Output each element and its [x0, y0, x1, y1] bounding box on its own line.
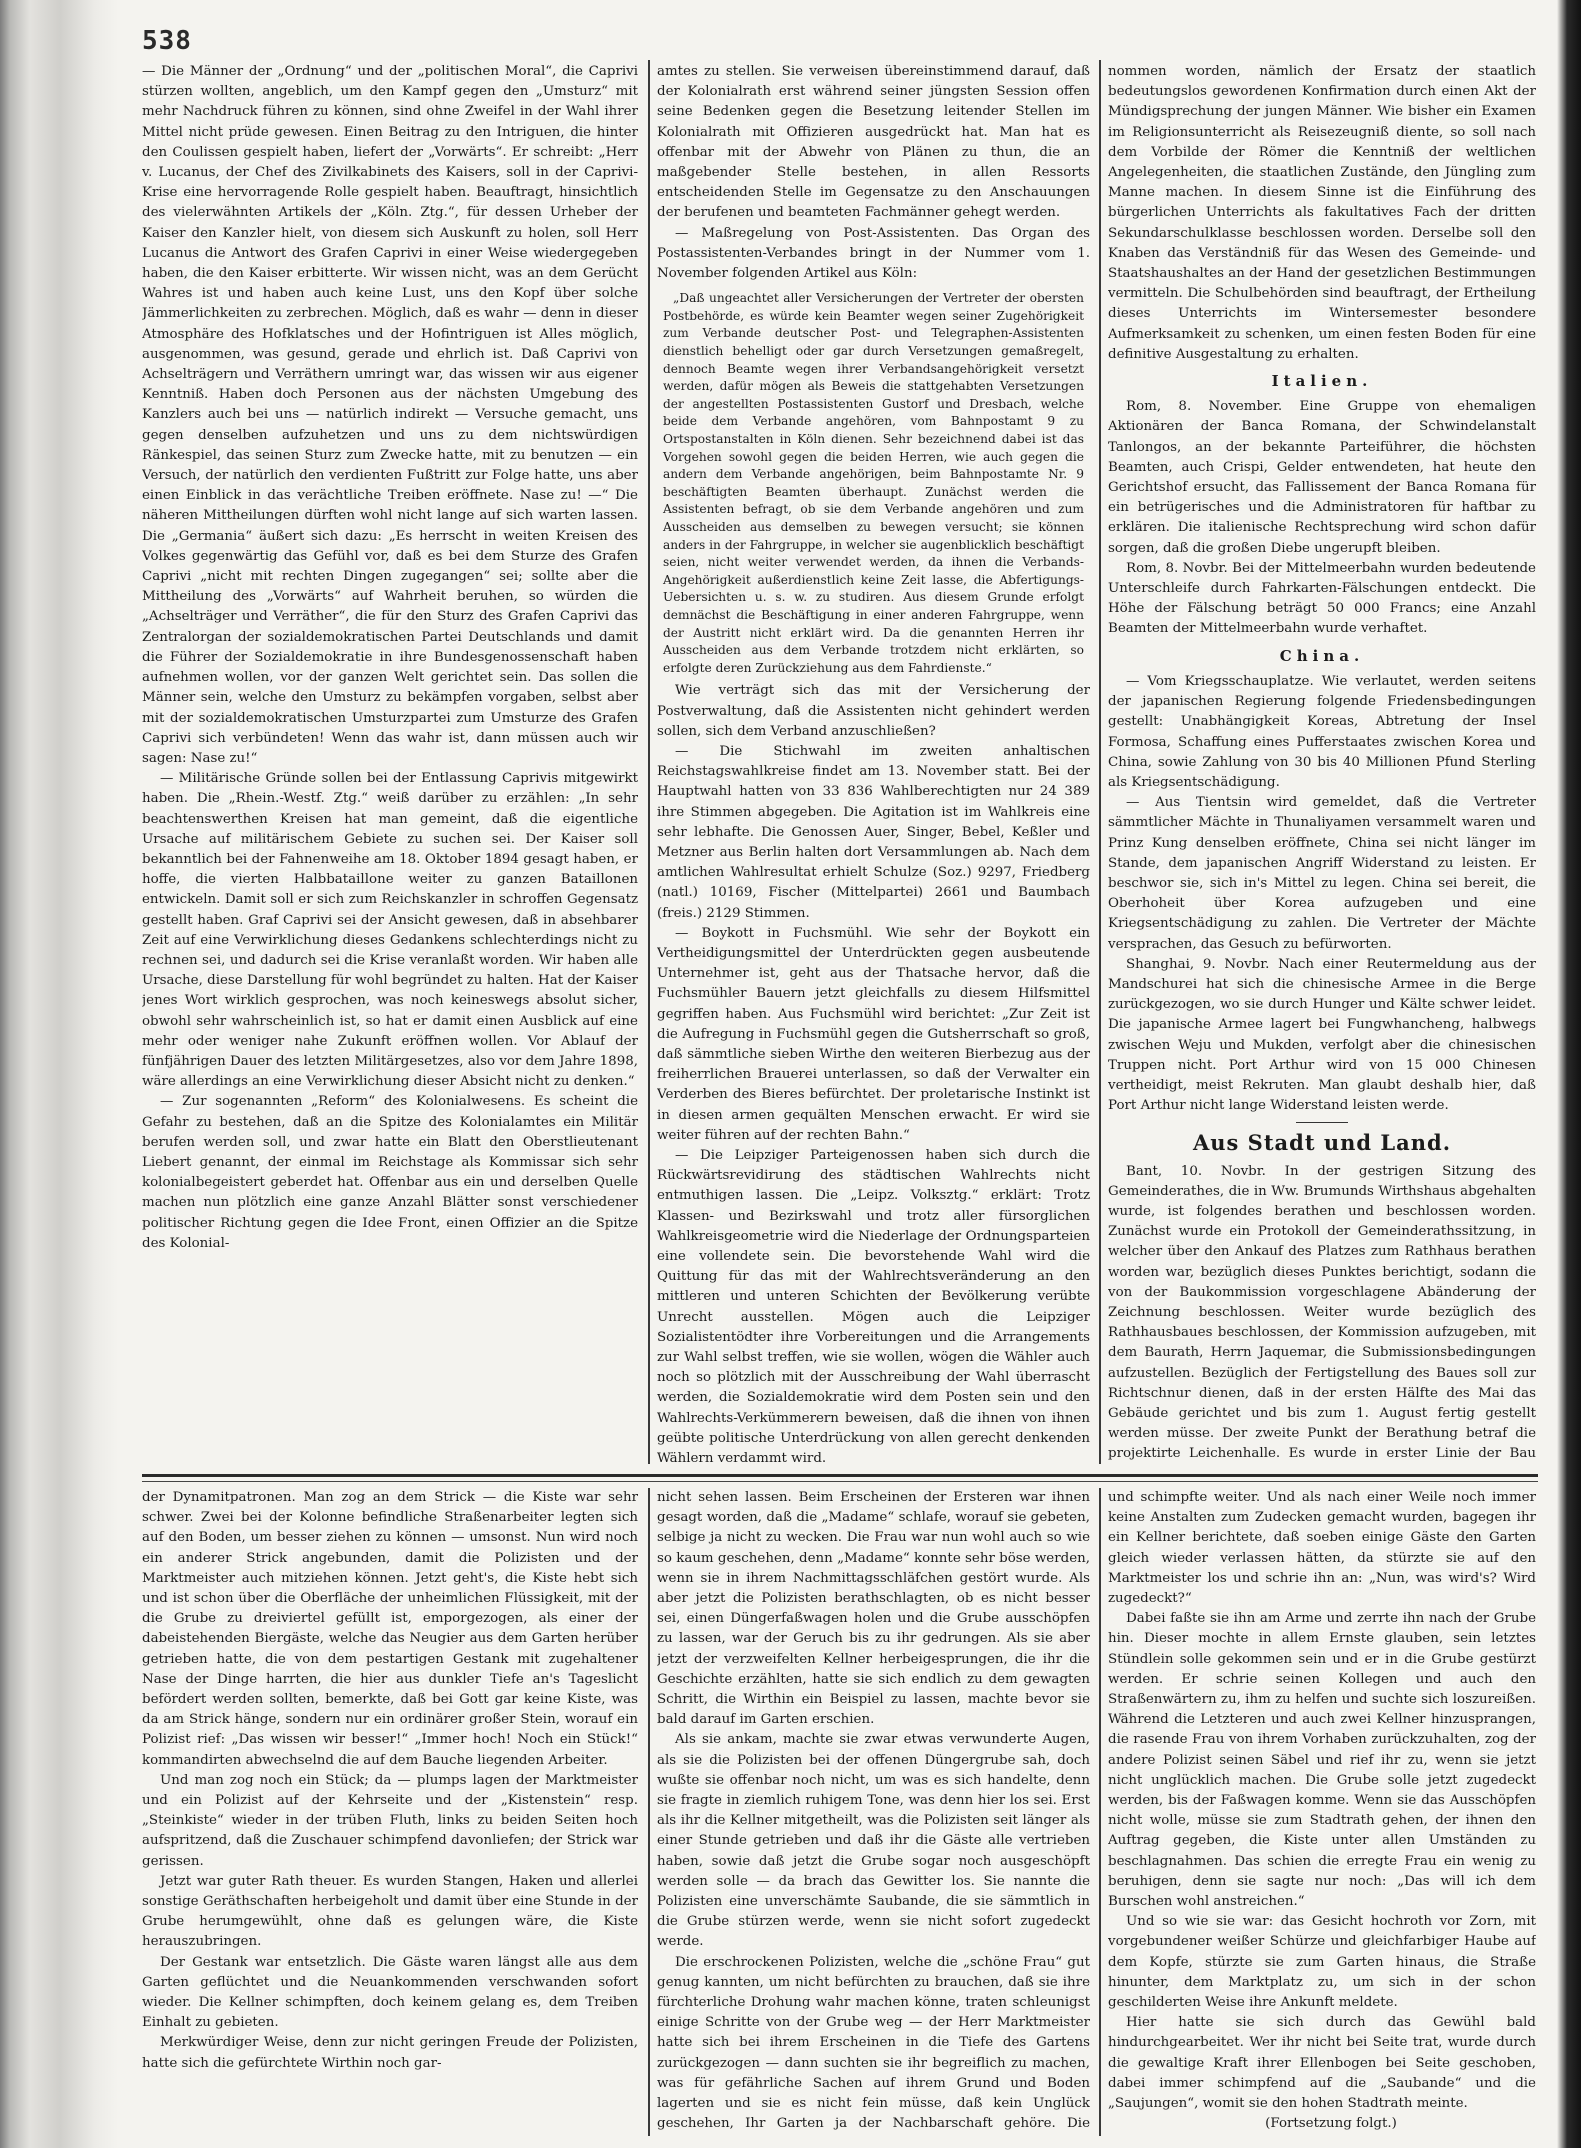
article-shanghai: Shanghai, 9. Novbr. Nach einer Reutermeldung aus der Mandschurei hat sich die chinesische Armee in die Berge zurückgezogen, wo sie durch Hunger und Kälte schwer leidet. Die japanische Armee lagert bei Fungwhancheng, halbwegs zwischen Weju und Mukden, verfolgt aber die chinesischen Truppen nicht. Port Arthur wird von 15 000 Chinesen vertheidigt, meist Rekruten. Man glaubt deshalb hier, daß Port Arthur nicht lange Widerstand leisten werde. [1108, 956, 1536, 1114]
article-leipzig-party: — Die Leipziger Parteigenossen haben sich durch die Rückwärtsrevidirung des städtischen Wahlrechts nicht entmuthigen lassen. Die „Leipz. Volksztg.“ erklärt: Trotz Klassen- und Bezirkswahl und trotz aller fürsorglichen Wahlkreisgeometrie wird die Niederlage der Ordnungsparteien eine vollendete sein. Die bevorstehende Wahl wird die Quittung für das mit der Wahlrechtsveränderung an den mittleren und unteren Schichten der Bevölkerung verübte Unrecht ausstellen. Mögen auch die Leipziger Sozialistentödter ihre Vorbereitungen und die Arrangements zur Wahl selbst treffen, wie sie wollen, wögen die Wähler auch noch so plötzlich mit der Ausschreibung der Wahl überrascht werden, die Sozialdemokratie wird dem Posten sein und den Wahlrechts-Verkümmerern beweisen, daß die ihnen von ihnen geübte politische Unterdrückung von allen gerecht denkenden Wählern verdammt wird. [657, 1147, 1090, 1466]
article-rome-railway: Rom, 8. Novbr. Bei der Mittelmeerbahn wurden bedeutende Unterschleife durch Fahrkarten-Fälschungen entdeckt. Die Höhe der Fälschung beträgt 50 000 Francs; eine Anzahl Beamten der Mittelmeerbahn wurde verhaftet. [1108, 560, 1536, 637]
column-divider [1099, 60, 1101, 1464]
article-boycott-fuchsmuehl: — Boykott in Fuchsmühl. Wie sehr der Boykott ein Vertheidigungsmittel der Unterdrückten gegen ausbeutende Unternehmer ist, geht aus der Thatsache hervor, daß die Fuchsmühler Bauern jetzt gleichfalls zu diesem Hilfsmittel gegriffen haben. Aus Fuchsmühl wird berichtet: „Zur Zeit ist die Aufregung in Fuchsmühl gegen die Gutsherrschaft so groß, daß sämmtliche sieben Wirthe den weiteren Bierbezug aus der freiherrlichen Brauerei unterlassen, so daß der Verwalter ein Verderben des Bieres befürchtet. Der proletarische Instinkt ist in diesen armen gequälten Menschen erwacht. Er wird sie weiter führen auf der rechten Bahn.“ [657, 925, 1090, 1143]
lower-column-2 [657, 1488, 1090, 2136]
story-paragraph: Dabei faßte sie ihn am Arme und zerrte ihn nach der Grube hin. Dieser mochte in allem Ernste glauben, sein letztes Stündlein solle gekommen sein und er in die Grube gestürzt werden. Er schrie seinen Kollegen und auch den Straßenwärtern zu, ihm zu helfen und suchte sich loszureißen. Während die Letzteren und auch zwei Kellner hinzusprangen, die rasende Frau von ihrem Vorhaben zurückzuhalten, zog der andere Polizist seinen Säbel und rief ihr zu, wenn sie jetzt nicht unglücklich machen. Die Grube solle jetzt zugedeckt werden, bis der Faßwagen komme. Wenn sie das Ausschöpfen nicht wolle, müsse sie zum Stadtrath gehen, der ihnen den Auftrag gegeben, die Kiste unter allen Umständen zu beschlagnahmen. Das schien die erregte Frau ein wenig zu beruhigen, denn sie sagte nur noch: „Das will ich dem Burschen wohl anstreichen.“ [1108, 1611, 1536, 1910]
article-war-theatre: — Vom Kriegsschauplatze. Wie verlautet, werden seitens der japanischen Regierung folgende Friedensbedingungen gestellt: Unabhängigkeit Koreas, Abtretung der Insel Formosa, Schaffung eines Pufferstaates zwischen Korea und China, sowie Zahlung von 30 bis 40 Millionen Pfund Sterling als Kriegsentschädigung. [1108, 673, 1536, 790]
article-military-reasons: — Militärische Gründe sollen bei der Entlassung Caprivis mitgewirkt haben. Die „Rhein.-Westf. Ztg.“ weiß darüber zu erzählen: „In sehr beachtenswerthen Kreisen hat man gemeint, daß die eigentliche Ursache auf militärischem Gebiete zu suchen sei. Der Kaiser soll bekanntlich bei der Fahnenweihe am 18. Oktober 1894 gesagt haben, er hoffe, die vierten Halbbataillone weiter zu ganzen Bataillonen entwickeln. Damit soll er sich zum Reichskanzler in schroffen Gegensatz gestellt haben. Graf Caprivi sei der Ansicht gewesen, daß in absehbarer Zeit auf eine Verwirklichung dieses Gedankens schlechterdings nicht zu rechnen sei, und dadurch sei die Krise veranlaßt worden. Wir haben alle Ursache, diese Darstellung für wohl begründet zu halten. Hat der Kaiser jenes Wort wirklich gesprochen, was noch keineswegs absolut sicher, obwohl sehr wahrscheinlich ist, so hat er damit einen Ausblick auf eine mehr oder weniger nahe Zukunft eröffnen wollen. Vor Ablauf der fünfjährigen Dauer des letzten Militärgesetzes, also vor dem Jahre 1898, wäre allerdings an eine Verwirklichung dieser Absicht nicht zu denken.“ [142, 771, 638, 1090]
page-binding-shadow [0, 0, 118, 2148]
story-paragraph: Jetzt war guter Rath theuer. Es wurden Stangen, Haken und allerlei sonstige Geräthschaften herbeigeholt und damit über eine Stunde in der Grube herumgewühlt, ohne daß es gelungen wäre, die Kiste herauszubringen. [142, 1873, 638, 1950]
page-right-edge [1557, 0, 1581, 2148]
feuilleton-separator-thin [142, 1481, 1538, 1482]
story-continuation-note: (Fortsetzung folgt.) [1265, 2116, 1397, 2132]
article-post-assistants-comment: Wie verträgt sich das mit der Versicherung der Postverwaltung, daß die Assistenten nicht gehindert werden sollen, sich dem Verband anzuschließen? [657, 683, 1090, 739]
story-paragraph: Und so wie sie war: das Gesicht hochroth vor Zorn, mit vorgebundener weißer Schürze und gleichfarbiger Haube auf dem Kopfe, stürzte sie zum Garten hinaus, die Straße hinunter, dem Marktplatz zu, um sich in der schon geschilderten Weise ihre Ankunft meldete. [1108, 1914, 1536, 2011]
story-paragraph: der Dynamitpatronen. Man zog an dem Strick — die Kiste war sehr schwer. Zwei bei der Kolonne befindliche Straßenarbeiter legten sich auf den Boden, um besser ziehen zu können — umsonst. Nun wird noch ein anderer Strick angebunden, damit die Polizisten und der Marktmeister auch mitziehen können. Jetzt geht's, die Kiste hebt sich und ist schon über die Oberfläche der unheimlichen Flüssigkeit, mit der die Grube zu dreiviertel gefüllt ist, emporgezogen, als einer der dabeistehenden Biergäste, welche das Neugier aus dem Garten herüber getrieben hatte, die von dem pestartigen Gestank mit zugehaltener Nase der Dinge harrten, die hier aus dunkler Tiefe an's Tageslicht befördert werden sollten, bemerkte, daß bei Gott gar keine Kiste, was da am Strick hänge, sondern nur ein ordinärer großer Stein, worauf ein Polizist rief: „Das wissen wir besser!“ „Immer hoch! Noch ein Stück!“ kommandirten abwechselnd die auf dem Bauche liegenden Arbeiter. [142, 1490, 638, 1768]
section-heading-china: China. [1279, 646, 1365, 665]
story-paragraph: Der Gestank war entsetzlich. Die Gäste waren längst alle aus dem Garten geflüchtet und die Neuankommenden verschwanden sofort wieder. Die Kellner schimpften, doch keinem gelang es, dem Treiben Einhalt zu gebieten. [142, 1954, 638, 2031]
column-divider [648, 60, 650, 1464]
section-rule [1296, 1122, 1348, 1123]
article-schweiz-continued: nommen worden, nämlich der Ersatz der staatlich bedeutungslos gewordenen Konfirmation durch einen Akt der Mündigsprechung der jungen Männer. Wie bisher ein Examen im Religionsunterricht als Reisezeugniß diente, so soll nach dem Vorbilde der Römer die Kenntniß der weltlichen Angelegenheiten, die staatlichen Zustände, den Jüngling zum Manne machen. In diesem Sinne ist die Einführung des bürgerlichen Unterrichts als fakultatives Fach der dritten Sekundarschulklasse beschlossen worden. Derselbe soll den Knaben das Verständniß für das Wesen des Gemeinde- und Staatshaushaltes an der Hand der gesetzlichen Bestimmungen vermitteln. Die Schulbehörden sind beauftragt, der Ertheilung dieses Unterrichts im Wintersemester besondere Aufmerksamkeit zu schenken, um einen festen Boden für eine definitive Ausgestaltung zu erhalten. [1108, 64, 1536, 362]
article-post-assistants-quote: „Daß ungeachtet aller Versicherungen der Vertreter der obersten Postbehörde, es würde kein Beamter wegen seiner Zugehörigkeit zum Verbande deutscher Post- und Telegraphen-Assistenten dienstlich behelligt oder gar durch Versetzungen gemaßregelt, dennoch Beamte wegen ihrer Verbandsangehörigkeit versetzt werden, dafür mögen als Beweis die stattgehabten Versetzungen der angestellten Postassistenten Gustorf und Dresbach, welche beide dem Verbande angehören, vom Bahnpostamt 9 zu Ortspostanstalten in Köln dienen. Sehr bezeichnend dabei ist das Vorgehen sowohl gegen die beiden Herren, wie auch gegen die andern dem Verbande angehörigen, beim Bahnpostamte Nr. 9 beschäftigten Beamten überhaupt. Zunächst werden die Assistenten befragt, ob sie dem Verbande angehören und zum Ausscheiden aus demselben zu bewegen versucht; sie können anders in der Fahrgruppe, in welcher sie augenblicklich beschäftigt seien, nicht weiter verwendet werden, da ihnen die Verbands-Angehörigkeit außerdienstlich keine Zeit lasse, die Abfertigungs-Uebersichten u. s. w. zu studiren. Aus diesem Grunde erfolgt demnächst die Beschäftigung in einer anderen Fahrgruppe, wenn der Austritt nicht erklärt wird. Da die genannten Herren ihr Ausscheiden aus dem Verbande trotzdem nicht erklärten, so erfolgte deren Zurückziehung aus dem Fahrdienste.“ [663, 291, 1084, 675]
story-paragraph: Und man zog noch ein Stück; da — plumps lagen der Marktmeister und ein Polizist auf der Kehrseite und der „Kistenstein“ resp. „Steinkiste“ wieder in der trüben Fluth, links zu beiden Seiten hoch aufspritzend, daß die Zuschauer schimpfend davonliefen; der Strick war gerissen. [142, 1772, 638, 1869]
article-post-assistants: — Maßregelung von Post-Assistenten. Das Organ des Postassistenten-Verbandes bringt in der Nummer vom 1. November folgenden Artikel aus Köln: [657, 225, 1090, 282]
upper-column-1 [142, 62, 638, 1466]
story-paragraph: Merkwürdiger Weise, denn zur nicht geringen Freude der Polizisten, hatte sich die gefürchtete Wirthin noch gar- [142, 2035, 638, 2071]
section-heading-italien: Italien. [1271, 372, 1373, 391]
story-paragraph: Hier hatte sie sich durch das Gewühl bald hindurchgearbeitet. Wer ihr nicht bei Seite trat, wurde durch die gewaltige Kraft ihrer Ellenbogen bei Seite geschoben, dabei immer schimpfend auf die „Saubande“ und die „Saujungen“, womit sie den hohen Stadtrath meinte. [1108, 2015, 1536, 2112]
column-divider [648, 1488, 650, 2136]
article-bant-council: Bant, 10. Novbr. In der gestrigen Sitzung des Gemeinderathes, die in Ww. Brumunds Wirthshaus abgehalten wurde, ist folgendes berathen und beschlossen worden. Zunächst wurde ein Protokoll der Gemeinderathssitzung, in welcher über den Ankauf des Platzes zum Rathhaus berathen worden war, bezüglich dieses Punktes berichtigt, sodann die von der Baukommission vorgeschlagene Abänderung der Zeichnung beschlossen. Weiter wurde bezüglich des Rathhausbaues beschlossen, der Kommission aufzugeben, mit dem Baurath, Herrn Jaquemar, die Submissionsbedingungen aufzustellen. Bezüglich der Fertigstellung des Baues soll zur Richtschnur dienen, daß in der ersten Hälfte des Mai das Gebäude gerichtet und bis zum 1. August fertig gestellt werden müsse. Der zweite Punkt der Berathung betraf die projektirte Leichenhalle. Es wurde in erster Linie der Bau [1108, 1163, 1536, 1462]
article-runoff-election: — Die Stichwahl im zweiten anhaltischen Reichstagswahlkreise findet am 13. November statt. Bei der Hauptwahl hatten von 33 836 Wahlberechtigten nur 24 389 ihre Stimmen abgegeben. Die Agitation ist im Wahlkreis eine sehr lebhafte. Die Genossen Auer, Singer, Bebel, Keßler und Metzner aus Berlin halten dort Versammlungen ab. Nach dem amtlichen Wahlresultat erhielt Schulze (Soz.) 9297, Friedberg (natl.) 10169, Fischer (Mittelpartei) 2661 und Baumbach (freis.) 2129 Stimmen. [657, 743, 1090, 921]
lower-column-3 [1108, 1488, 1536, 2136]
feuilleton-separator [142, 1474, 1538, 1477]
article-tientsin: — Aus Tientsin wird gemeldet, daß die Vertreter sämmtlicher Mächte in Thunaliyamen versammelt waren und Prinz Kung denselben eröffnete, China sei nicht länger im Stande, dem japanischen Angriff Widerstand zu leisten. Er beschwor sie, sich in's Mittel zu legen. China sei bereit, die Oberhoheit über Korea aufzugeben und eine Kriegsentschädigung zu zahlen. Die Vertreter der Mächte versprachen, das Gesuch zu befürworten. [1108, 795, 1536, 952]
upper-column-2 [657, 62, 1090, 1466]
article-colonial-continued: amtes zu stellen. Sie verweisen übereinstimmend darauf, daß der Kolonialrath erst während seiner jüngsten Session offen seine Bedenken gegen die Besetzung leitender Stellen im Kolonialrath mit Offizieren ausgedrückt hat. Man hat es offenbar mit der Abwehr von Plänen zu thun, die an maßgebender Stelle bestehen, in allen Ressorts entscheidenden Stelle im Gegensatze zu den Anschauungen der berufenen und beamteten Fachmänner gehegt werden. [657, 64, 1090, 221]
page-number: 538 [142, 26, 192, 56]
article-rome-banca-romana: Rom, 8. November. Eine Gruppe von ehemaligen Aktionären der Banca Romana, der Schwindelanstalt Tanlongos, an der bekannte Parteiführer, die höchsten Beamten, auch Crispi, Gelder entwendeten, hat heute den Gerichtshof ersucht, das Fallissement der Banca Romana für ein betrügerisches und die Administratoren für haftbar zu erklären. Die italienische Rechtsprechung wird schon dafür sorgen, daß die großen Diebe ungerupft bleiben. [1108, 399, 1536, 556]
lower-column-1 [142, 1488, 638, 2136]
article-caprivi-intrigues: — Die Männer der „Ordnung“ und der „politischen Moral“, die Caprivi stürzen wollten, angeblich, um den Kampf gegen den „Umsturz“ mit mehr Nachdruck führen zu können, sind ohne Zweifel in der Wahl ihrer Mittel nicht prüde gewesen. Einen Beitrag zu den Intriguen, die hinter den Coulissen gespielt haben, liefert der „Vorwärts“. Er schreibt: „Herr v. Lucanus, der Chef des Zivilkabinets des Kaisers, soll in der Caprivi-Krise eine hervorragende Rolle gespielt haben. Beauftragt, hinsichtlich des vielerwähnten Artikels der „Köln. Ztg.“, für dessen Urheber der Kaiser den Kanzler hielt, von diesem sich Auskunft zu holen, soll Herr Lucanus die Antwort des Grafen Caprivi in einer Weise wiedergegeben haben, die den Kaiser erbitterte. Wir wissen nicht, was an dem Gerücht Wahres ist und haben auch keine Lust, uns den Kopf über solche Jämmerlichkeiten zu zerbrechen. Möglich, daß es wahr — denn in dieser Atmosphäre des Hofklatsches und der Hofintriguen ist Alles möglich, ausgenommen, was gesund, gerade und ehrlich ist. Daß Caprivi von Achselträgern und Verräthern umringt war, das wissen wir aus eigener Kenntniß. Haben doch Personen aus der nächsten Umgebung des Kanzlers auch bei uns — natürlich indirekt — Versuche gemacht, uns gegen denselben aufzuhetzen und uns zu dem nichtswürdigen Ränkespiel, das seinen Sturz zum Zwecke hatte, mit zu benutzen — ein Versuch, der natürlich den verdienten Fußtritt zur Folge hatte, uns aber einen Einblick in das verächtliche Treiben eröffnete. Nase zu! —“ Die näheren Mittheilungen dürften wohl nicht lange auf sich warten lassen. Die „Germania“ äußert sich dazu: „Es herrscht in weiten Kreisen des Volkes gegenwärtig das Gefühl vor, daß es bei dem Sturze des Grafen Caprivi „nicht mit rechten Dingen zugegangen“ sei; sollte aber die Mittheilung des „Vorwärts“ auf Wahrheit beruhen, so würden die „Achselträger und Verräther“, die für den Sturz des Grafen Caprivi das Zentralorgan der sozialdemokratischen Partei Deutschlands und damit die Führer der Sozialdemokratie in ihre Bundesgenossenschaft haben aufnehmen wollen, vor der ganzen Welt gerichtet sein. Das sollen die Männer sein, welche den Umsturz zu bekämpfen vorgaben, selbst aber mit der sozialdemokratischen Umsturzpartei zum Umsturze des Grafen Caprivi sich verbündeten! Wenn das wahr ist, dann müssen auch wir sagen: Nase zu!“ [142, 64, 638, 766]
story-paragraph: Die erschrockenen Polizisten, welche die „schöne Frau“ gut genug kannten, um nicht befürchten zu brauchen, daß sie ihre fürchterliche Drohung wahr machen könne, traten schleunigst einige Schritte von der Grube weg — der Herr Marktmeister hatte sich bei ihrem Erscheinen in die Tiefe des Gartens zurückgezogen — dann suchten sie ihr begreiflich zu machen, was für gefährliche Sachen auf ihrem Grund und Boden lagerten und sie es nicht fein müsse, daß kein Unglück geschehen, Ihr Garten ja der Nachbarschaft gehöre. Die [657, 1954, 1090, 2132]
story-paragraph: nicht sehen lassen. Beim Erscheinen der Ersteren war ihnen gesagt worden, daß die „Madame“ schlafe, worauf sie gebeten, selbige ja nicht zu wecken. Die Frau war nun wohl auch so wie so kaum geschehen, denn „Madame“ konnte sehr böse werden, wenn sie in ihrem Nachmittagsschläfchen gestört wurde. Als aber jetzt die Polizisten berathschlagten, ob es nicht besser sei, einen Düngerfaßwagen holen und die Grube ausschöpfen zu lassen, war der Geruch bis zu ihr gedrungen. Als sie aber jetzt der verzweifelten Kellner herbeigesprungen, die ihr die Geschichte erzählten, hatte sie sich endlich zu dem gewagten Schritt, die Wirthin ein Beispiel zu lassen, machte bevor sie bald darauf im Garten erschien. [657, 1490, 1090, 1728]
section-heading-stadt-und-land: Aus Stadt und Land. [1192, 1130, 1452, 1156]
column-divider [1099, 1488, 1101, 2136]
article-colonial-reform: — Zur sogenannten „Reform“ des Kolonialwesens. Es scheint die Gefahr zu bestehen, daß an die Spitze des Kolonialamtes ein Militär berufen werden soll, und zwar hatte ein Blatt den Oberstlieutenant Liebert genannt, der einmal im Reichstage als Kommissar sich sehr kolonialbegeistert geberdet hat. Offenbar aus ein und derselben Quelle machen nun plötzlich eine ganze Anzahl Blätter sonst verschiedener politischer Richtung gegen die Idee Front, einen Offizier an die Spitze des Kolonial- [142, 1094, 638, 1251]
story-paragraph: und schimpfte weiter. Und als nach einer Weile noch immer keine Anstalten zum Zudecken gemacht wurden, bagegen ihr ein Kellner berichtete, daß soeben einige Gäste den Garten gleich wieder verlassen hätten, da stürzte sie auf den Marktmeister los und schrie ihn an: „Nun, was wird's? Wird zugedeckt?“ [1108, 1490, 1536, 1607]
upper-column-3 [1108, 62, 1536, 1466]
story-paragraph: Als sie ankam, machte sie zwar etwas verwunderte Augen, als sie die Polizisten bei der offenen Düngergrube sah, doch wußte sie offenbar noch nicht, um was es sich handelte, denn sie fragte in ziemlich ruhigem Tone, was denn hier los sei. Erst als ihr die Kellner mitgetheilt, was die Polizisten seit länger als einer Stunde getrieben und daß ihr die Gäste alle vertrieben haben, sowie daß jetzt die Grube sogar noch ausgeschöpft werden solle — da brach das Gewitter los. Sie nannte die Polizisten eine unverschämte Saubande, die sie sämmtlich in die Grube stürzen werde, wenn sie nicht sofort zugedeckt werde. [657, 1732, 1090, 1950]
